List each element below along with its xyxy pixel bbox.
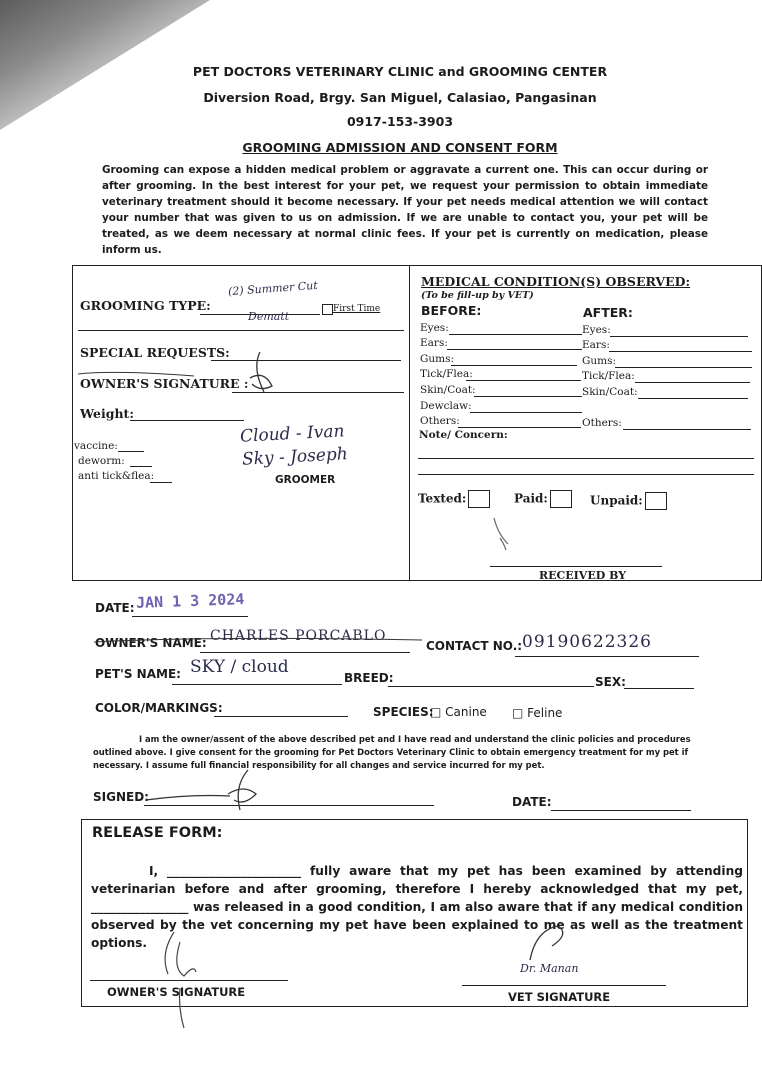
unpaid-group <box>590 492 667 510</box>
after-item-line[interactable] <box>623 429 751 430</box>
contact-value: 09190622326 <box>522 632 652 652</box>
deworm-line[interactable] <box>130 466 152 467</box>
release-form-title: RELEASE FORM: <box>92 825 223 841</box>
weight-line[interactable] <box>130 420 244 421</box>
owner-name-line[interactable] <box>200 652 410 653</box>
before-item-label: Tick/Flea: <box>420 368 473 380</box>
vet-sig-label: VET SIGNATURE <box>508 990 611 1004</box>
before-item-label: Ears: <box>420 337 448 349</box>
medical-condition-subtitle: (To be fill-up by VET) <box>421 290 534 301</box>
after-item-label: Tick/Flea: <box>582 370 635 382</box>
before-item-label: Others: <box>420 415 460 427</box>
pet-name-label: PET'S NAME: <box>95 667 181 681</box>
signed-scribble <box>110 764 290 820</box>
before-item-line[interactable] <box>447 349 582 350</box>
species-canine[interactable]: □ Canine <box>430 705 487 719</box>
clinic-phone: 0917-153-3903 <box>346 114 454 129</box>
consent-paragraph: I am the owner/assent of the above described pet and I have read and understand the clinic policies and procedures outlined above. I give consent for the grooming for Pet Doctors Veterinary Clinic to obtain emergency treatment for my pet if necessary. I assume full financial responsibility for all changes and service incurred for my pet. <box>93 734 691 770</box>
table-divider <box>409 266 410 580</box>
owner-name-value: CHARLES PORCABLO <box>210 628 387 644</box>
before-item-label: Dewclaw: <box>420 400 472 412</box>
weight-label: Weight: <box>80 406 134 421</box>
after-item-line[interactable] <box>615 367 752 368</box>
anti-tick-line[interactable] <box>150 482 172 483</box>
release-text-1: I, <box>149 864 168 878</box>
received-by-label: RECEIVED BY <box>539 569 627 582</box>
texted-label: Texted: <box>418 491 467 506</box>
groomer-label: GROOMER <box>275 474 336 486</box>
pet-name-line[interactable] <box>172 684 342 685</box>
before-item-line[interactable] <box>449 334 582 335</box>
pet-name-value: SKY / cloud <box>190 657 289 677</box>
vaccine-line[interactable] <box>118 451 144 452</box>
before-label: BEFORE: <box>421 303 482 318</box>
before-item-line[interactable] <box>451 365 577 366</box>
color-markings-label: COLOR/MARKINGS: <box>95 701 223 715</box>
before-item-line[interactable] <box>474 396 582 397</box>
release-owner-scribble <box>150 928 220 1038</box>
paid-checkbox[interactable] <box>550 490 572 508</box>
note-concern-label: Note/ Concern: <box>419 429 508 441</box>
after-item-label: Skin/Coat: <box>582 386 638 398</box>
vet-handwritten-name: Dr. Manan <box>520 962 579 975</box>
after-item-line[interactable] <box>635 382 750 383</box>
form-title: GROOMING ADMISSION AND CONSENT FORM <box>242 140 558 155</box>
species-label: SPECIES: <box>373 705 434 719</box>
owner-signature-scribble <box>74 348 294 408</box>
received-by-line[interactable] <box>490 566 662 567</box>
before-item-line[interactable] <box>466 380 581 381</box>
after-item-line[interactable] <box>610 336 748 337</box>
vet-sig-line[interactable] <box>462 985 666 986</box>
release-text-3: was released in a good condition, I am also aware that if any medical condition observed by the vet concerning my pet have been explained to me as well as the treatment options. <box>91 900 743 950</box>
date-label: DATE: <box>95 601 135 615</box>
unpaid-checkbox[interactable] <box>645 492 667 510</box>
after-label: AFTER: <box>583 305 633 320</box>
before-item-line[interactable] <box>458 427 581 428</box>
intro-paragraph: Grooming can expose a hidden medical problem or aggravate a current one. This can occur during or after grooming. In the best interest for your pet, we request your permission to obtain immediate veterinary treatment should it become necessary. If your pet needs medical attention we will contact your number that was given to us on admission. If we are unable to contact you, your pet will be treated, as we deem necessary at normal clinic fees. If your pet is currently on medication, please inform us. <box>102 164 708 256</box>
breed-label: BREED: <box>344 671 394 685</box>
grooming-type-line-2 <box>78 330 404 331</box>
note-line-2[interactable] <box>418 474 754 475</box>
after-item-line[interactable] <box>638 398 748 399</box>
before-item-label: Gums: <box>420 353 455 365</box>
date2-label: DATE: <box>512 795 552 809</box>
release-owner-sig-label: OWNER'S SIGNATURE <box>107 985 246 999</box>
before-item-line[interactable] <box>470 412 582 413</box>
release-pet-blank[interactable]: ________________ <box>91 900 189 914</box>
grooming-type-value-1: (2) Summer Cut <box>227 278 319 299</box>
first-time-checkbox[interactable] <box>322 304 333 315</box>
note-line-1[interactable] <box>418 458 754 459</box>
sex-line[interactable] <box>624 688 694 689</box>
grooming-type-value-2: Dematt <box>248 310 290 323</box>
owner-contact-strike <box>92 632 432 646</box>
grooming-type-label: GROOMING TYPE: <box>80 298 211 313</box>
after-item-label: Gums: <box>582 355 617 367</box>
texted-checkbox[interactable] <box>468 490 490 508</box>
first-time-label: First Time <box>333 304 381 314</box>
after-item-label: Eyes: <box>582 324 611 336</box>
paid-group <box>514 490 572 508</box>
sex-label: SEX: <box>595 675 626 689</box>
after-item-label: Others: <box>582 417 622 429</box>
date-stamp: JAN 1 3 2024 <box>135 590 245 612</box>
release-owner-blank[interactable]: ______________________ <box>167 864 302 878</box>
groomer-line-2: Sky - Joseph <box>241 444 349 470</box>
groomer-line-1: Cloud - Ivan <box>239 421 345 447</box>
owner-signature-label: OWNER'S SIGNATURE : <box>80 376 249 391</box>
date2-line[interactable] <box>551 810 691 811</box>
signed-label: SIGNED: <box>93 790 149 804</box>
before-item-label: Eyes: <box>420 322 449 334</box>
after-item-label: Ears: <box>582 339 610 351</box>
before-item-label: Skin/Coat: <box>420 384 476 396</box>
contact-label: CONTACT NO.: <box>426 639 523 653</box>
release-text-2: fully aware that my pet has been examined by attending veterinarian before and after grooming, therefore I hereby acknowledged that my pet, <box>91 864 743 896</box>
after-item-line[interactable] <box>609 351 752 352</box>
texted-group <box>418 490 490 508</box>
deworm-label: deworm: <box>78 455 125 467</box>
date-line[interactable] <box>132 616 248 617</box>
contact-line[interactable] <box>515 656 699 657</box>
medical-condition-title: MEDICAL CONDITION(S) OBSERVED: <box>421 274 691 289</box>
clinic-address: Diversion Road, Brgy. San Miguel, Calasiao, Pangasinan <box>203 90 597 105</box>
release-owner-sig-line[interactable] <box>90 980 288 981</box>
breed-line[interactable] <box>388 686 594 687</box>
clinic-name: PET DOCTORS VETERINARY CLINIC and GROOMING CENTER <box>192 64 608 79</box>
color-markings-line[interactable] <box>214 716 348 717</box>
special-requests-label: SPECIAL REQUESTS: <box>80 345 230 360</box>
anti-tick-label: anti tick&flea: <box>78 470 155 482</box>
vaccine-label: vaccine: <box>74 440 118 452</box>
paid-label: Paid: <box>514 491 548 506</box>
unpaid-label: Unpaid: <box>590 493 643 508</box>
owner-name-label: OWNER'S NAME: <box>95 636 207 650</box>
species-feline[interactable]: □ Feline <box>512 706 563 720</box>
received-by-scribble <box>486 514 526 554</box>
